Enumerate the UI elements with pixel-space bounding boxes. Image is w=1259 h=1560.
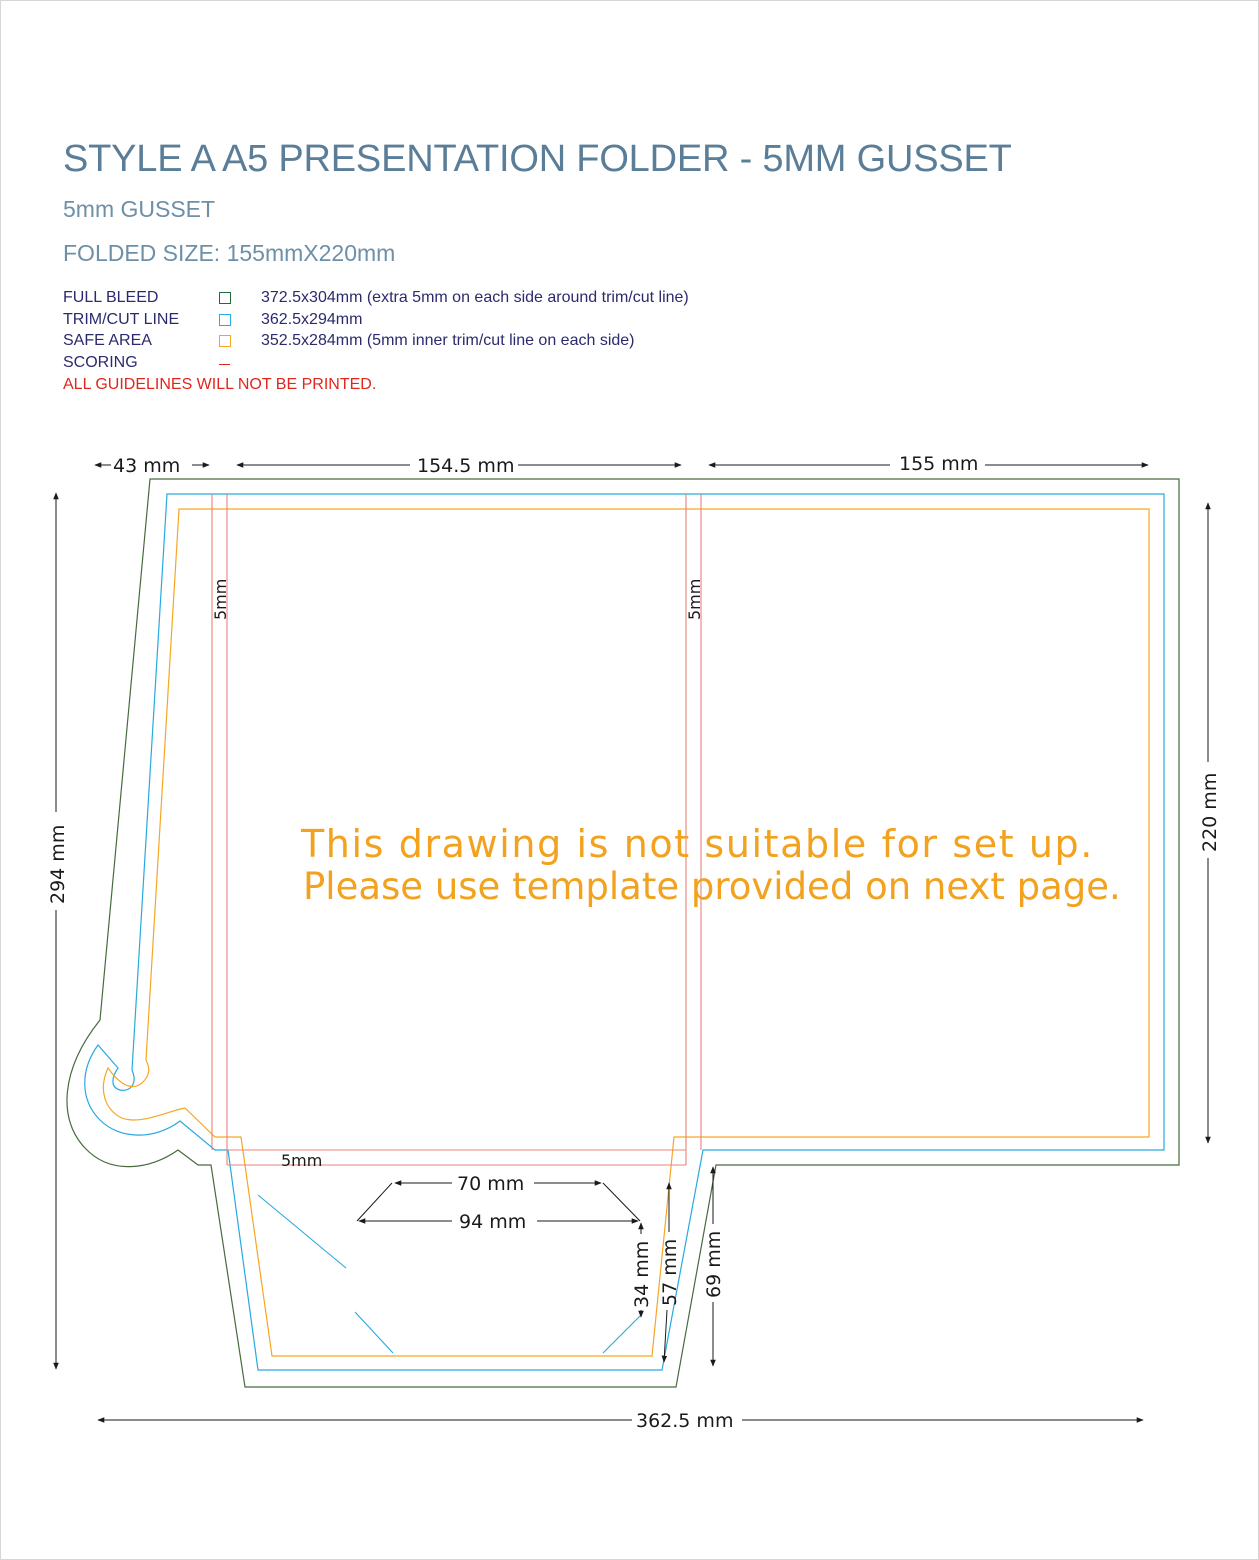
trim-cut-outline (85, 494, 1164, 1370)
dim-total-height-label: 294 mm (47, 824, 69, 904)
dim-left-panel-label: 154.5 mm (417, 455, 515, 477)
legend-label-full-bleed: FULL BLEED (63, 289, 159, 306)
card-slot-line (603, 1315, 641, 1353)
folded-size: FOLDED SIZE: 155mmX220mm (63, 240, 396, 266)
dim-gusset-bottom-label: 5mm (281, 1151, 323, 1170)
dim-pocket-height-label: 69 mm (703, 1230, 725, 1298)
legend-label-trim: TRIM/CUT LINE (63, 311, 180, 328)
dim-slot-height-label: 34 mm (631, 1240, 653, 1308)
dim-panel-height-label: 220 mm (1199, 772, 1221, 852)
dim-slot-top-edge-l (357, 1183, 392, 1221)
legend-value-full-bleed: 372.5x304mm (extra 5mm on each side around trim/cut line) (261, 289, 689, 306)
card-slot-line (355, 1312, 393, 1353)
dim-total-width-label: 362.5 mm (636, 1410, 734, 1432)
dimension-labels (47, 453, 1221, 1432)
dim-gusset-right-label: 5mm (685, 578, 704, 620)
dim-right-panel-label: 155 mm (899, 453, 979, 475)
dim-slot-top-edge-r (603, 1183, 640, 1221)
legend-value-trim: 362.5x294mm (261, 311, 363, 328)
dim-slot-top-label: 70 mm (457, 1173, 525, 1195)
warning-line-1: This drawing is not suitable for set up. (301, 822, 1094, 866)
legend-value-safe: 352.5x284mm (5mm inner trim/cut line on each side) (261, 332, 635, 349)
dim-pocket-inner-label: 57 mm (659, 1238, 681, 1306)
dim-slot-bottom-label: 94 mm (459, 1211, 527, 1233)
gusset-subtitle: 5mm GUSSET (63, 196, 216, 222)
legend-label-safe: SAFE AREA (63, 332, 152, 349)
page-title: STYLE A A5 PRESENTATION FOLDER - 5MM GUSSET (63, 138, 1012, 180)
card-slot-line (258, 1195, 346, 1268)
dim-gusset-left-label: 5mm (211, 578, 230, 620)
warning-line-2: Please use template provided on next page. (303, 865, 1121, 908)
business-card-slots (258, 1195, 641, 1353)
safe-area-outline (103, 509, 1149, 1356)
legend-label-scoring: SCORING (63, 354, 138, 371)
guidelines-note: ALL GUIDELINES WILL NOT BE PRINTED. (63, 376, 377, 393)
full-bleed-outline (67, 479, 1179, 1387)
dim-flap-width-label: 43 mm (113, 455, 181, 477)
